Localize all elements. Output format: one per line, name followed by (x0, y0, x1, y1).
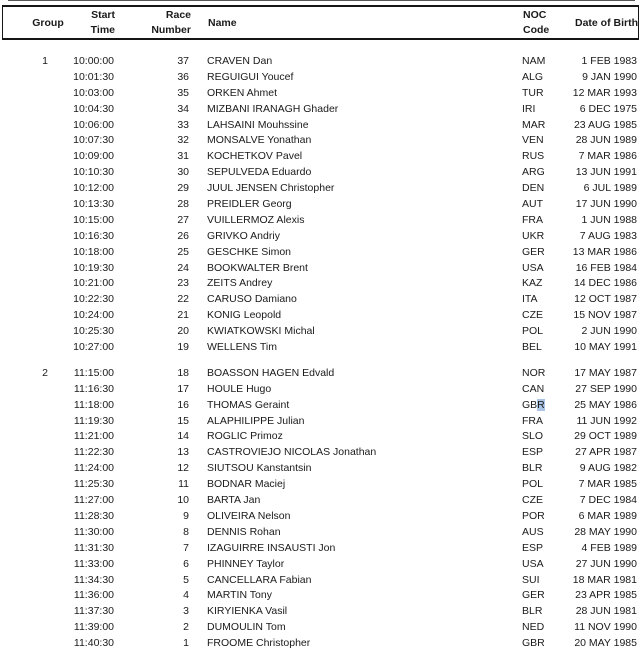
table-row (0, 509, 643, 525)
noc-code-cell: NED (522, 621, 545, 634)
race-number-cell: 21 (177, 309, 189, 322)
rider-name-cell: OLIVEIRA Nelson (207, 509, 291, 522)
noc-code-cell: DEN (522, 182, 545, 195)
race-number-cell: 32 (177, 134, 189, 147)
race-number-cell: 33 (177, 118, 189, 131)
noc-code-cell: GBR (522, 637, 545, 650)
date-of-birth-cell: 7 DEC 1984 (579, 494, 637, 507)
rider-name-cell: ZEITS Andrey (207, 277, 273, 290)
group-number-cell: 2 (42, 366, 48, 379)
rider-name-cell: DUMOULIN Tom (207, 621, 286, 634)
table-row (0, 245, 643, 261)
table-row (0, 557, 643, 573)
rider-name-cell: CRAVEN Dan (207, 55, 273, 67)
start-time-cell: 11:34:30 (73, 573, 114, 586)
column-header-date-of-birth: Date of Birth (575, 16, 638, 29)
race-number-cell: 5 (183, 573, 189, 586)
noc-code-cell: ESP (522, 541, 544, 554)
start-time-cell: 10:03:00 (73, 86, 114, 99)
date-of-birth-cell: 1 FEB 1983 (581, 55, 637, 67)
table-row (0, 181, 643, 197)
rider-name-cell: BARTA Jan (207, 494, 261, 507)
race-number-cell: 31 (177, 150, 189, 163)
noc-code-cell: POR (522, 509, 545, 522)
rider-name-cell: KOCHETKOV Pavel (207, 150, 303, 163)
table-row (0, 382, 643, 398)
start-time-cell: 10:21:00 (73, 277, 114, 290)
noc-code-cell: GER (522, 589, 545, 602)
race-number-cell: 2 (183, 621, 189, 634)
rider-name-cell: KIRYIENKA Vasil (207, 605, 288, 618)
table-row (0, 324, 643, 340)
noc-code-cell: RUS (522, 150, 545, 163)
noc-code-cell: FRA (522, 414, 543, 427)
start-time-cell: 11:18:00 (73, 398, 114, 411)
table-row (0, 541, 643, 557)
start-time-cell: 10:24:00 (73, 309, 114, 322)
noc-code-cell: ARG (522, 166, 545, 179)
table-row (0, 445, 643, 461)
selected-text: R (537, 398, 545, 411)
table-row (0, 461, 643, 477)
start-time-cell: 11:16:30 (73, 382, 114, 395)
rider-name-cell: CANCELLARA Fabian (207, 573, 312, 586)
date-of-birth-cell: 1 JUN 1988 (581, 213, 637, 226)
race-number-cell: 19 (177, 341, 189, 354)
date-of-birth-cell: 25 MAY 1986 (574, 398, 637, 411)
noc-code-cell: UKR (522, 229, 545, 242)
noc-code-cell: CZE (522, 494, 543, 507)
noc-code-cell: ALG (522, 70, 544, 83)
date-of-birth-cell: 27 APR 1987 (575, 446, 637, 459)
table-row (0, 477, 643, 493)
rider-name-cell: VUILLERMOZ Alexis (207, 213, 305, 226)
noc-code-cell: CZE (522, 309, 543, 322)
column-header-group-label: Group (32, 16, 64, 29)
start-time-cell: 10:00:00 (73, 55, 114, 67)
table-row (0, 588, 643, 604)
table-row (0, 429, 643, 445)
noc-code-cell: GER (522, 245, 545, 258)
table-row (0, 102, 643, 118)
date-of-birth-cell: 11 JUN 1992 (576, 414, 637, 427)
race-number-cell: 25 (177, 245, 189, 258)
start-time-cell: 11:25:30 (73, 478, 114, 491)
date-of-birth-cell: 9 AUG 1982 (579, 462, 637, 475)
noc-code-cell: VEN (522, 134, 544, 147)
date-of-birth-cell: 6 DEC 1975 (579, 102, 637, 115)
date-of-birth-cell: 17 JUN 1990 (575, 198, 637, 211)
date-of-birth-cell: 14 DEC 1986 (573, 277, 637, 290)
column-header-noc-code: NOC Code (523, 8, 550, 36)
start-time-cell: 10:25:30 (73, 325, 114, 338)
start-time-cell: 11:28:30 (73, 509, 114, 522)
date-of-birth-cell: 28 MAY 1990 (574, 525, 637, 538)
start-time-cell: 11:30:00 (73, 525, 114, 538)
start-time-cell: 10:06:00 (73, 118, 114, 131)
rider-name-cell: JUUL JENSEN Christopher (207, 182, 335, 195)
start-time-cell: 10:15:00 (73, 213, 114, 226)
race-number-cell: 30 (177, 166, 189, 179)
start-time-cell: 10:07:30 (73, 134, 114, 147)
noc-code-cell: GBR (522, 398, 545, 411)
noc-code-cell: MAR (522, 118, 546, 131)
rider-name-cell: REGUIGUI Youcef (207, 70, 294, 83)
table-row (0, 276, 643, 292)
start-time-cell: 10:01:30 (73, 70, 114, 83)
start-time-cell: 10:19:30 (73, 261, 114, 274)
table-row (0, 340, 643, 356)
noc-code-cell: IRI (522, 102, 536, 115)
date-of-birth-cell: 7 AUG 1983 (579, 229, 637, 242)
rider-name-cell: WELLENS Tim (207, 341, 278, 354)
rider-name-cell: LAHSAINI Mouhssine (207, 118, 309, 131)
table-row (0, 213, 643, 229)
date-of-birth-cell: 28 JUN 1989 (575, 134, 637, 147)
rider-name-cell: BOOKWALTER Brent (207, 261, 308, 274)
noc-code-cell: ITA (522, 293, 538, 306)
noc-code-cell: AUT (522, 198, 543, 211)
noc-code-cell: BLR (522, 605, 543, 618)
noc-code-cell: TUR (522, 86, 544, 99)
start-time-cell: 11:27:00 (73, 494, 114, 507)
table-row (0, 620, 643, 636)
noc-code-cell: BLR (522, 462, 543, 475)
race-number-cell: 3 (183, 605, 189, 618)
race-number-cell: 10 (177, 494, 189, 507)
rider-name-cell: SEPULVEDA Eduardo (207, 166, 312, 179)
date-of-birth-cell: 9 JAN 1990 (582, 70, 637, 83)
start-time-cell: 10:09:00 (73, 150, 114, 163)
race-number-cell: 20 (177, 325, 189, 338)
race-number-cell: 7 (183, 541, 189, 554)
start-time-cell: 11:22:30 (73, 446, 114, 459)
table-row (0, 118, 643, 134)
noc-code-cell: KAZ (522, 277, 543, 290)
rider-name-cell: MARTIN Tony (207, 589, 272, 602)
table-row (0, 86, 643, 102)
date-of-birth-cell: 6 JUL 1989 (583, 182, 637, 195)
table-row (0, 604, 643, 620)
date-of-birth-cell: 12 MAR 1993 (572, 86, 637, 99)
date-of-birth-cell: 7 MAR 1986 (578, 150, 637, 163)
date-of-birth-cell: 23 APR 1985 (575, 589, 637, 602)
table-row (0, 292, 643, 308)
start-time-cell: 11:40:30 (73, 637, 114, 650)
race-number-cell: 9 (183, 509, 189, 522)
start-time-cell: 11:31:30 (73, 541, 114, 554)
table-row (0, 70, 643, 86)
table-row (0, 165, 643, 181)
start-time-cell: 10:12:00 (73, 182, 114, 195)
table-row (0, 493, 643, 509)
rider-name-cell: BODNAR Maciej (207, 478, 286, 491)
start-time-cell: 10:10:30 (73, 166, 114, 179)
table-row (0, 366, 643, 382)
race-number-cell: 17 (177, 382, 189, 395)
race-number-cell: 37 (177, 55, 189, 67)
race-number-cell: 8 (183, 525, 189, 538)
group-number-cell: 1 (42, 55, 48, 67)
rider-name-cell: KWIATKOWSKI Michal (207, 325, 315, 338)
column-header-name: Name (208, 16, 237, 29)
race-number-cell: 35 (177, 86, 189, 99)
start-time-cell: 11:21:00 (73, 430, 114, 443)
noc-code-cell: SUI (522, 573, 540, 586)
noc-code-cell: USA (522, 557, 544, 570)
date-of-birth-cell: 29 OCT 1989 (574, 430, 637, 443)
rider-name-cell: CASTROVIEJO NICOLAS Jonathan (207, 446, 377, 459)
date-of-birth-cell: 13 JUN 1991 (575, 166, 637, 179)
rider-name-cell: MONSALVE Yonathan (207, 134, 312, 147)
rider-name-cell: PREIDLER Georg (207, 198, 292, 211)
start-time-cell: 10:27:00 (73, 341, 114, 354)
race-number-cell: 14 (177, 430, 189, 443)
column-header-start-time: Start Time (90, 8, 115, 36)
noc-code-cell: SLO (522, 430, 544, 443)
start-time-cell: 10:16:30 (73, 229, 114, 242)
rider-name-cell: GRIVKO Andriy (207, 229, 280, 242)
start-time-cell: 11:33:00 (73, 557, 114, 570)
rider-name-cell: ALAPHILIPPE Julian (207, 414, 305, 427)
group-separator (0, 356, 643, 366)
date-of-birth-cell: 7 MAR 1985 (578, 478, 637, 491)
race-number-cell: 27 (177, 213, 189, 226)
race-number-cell: 28 (177, 198, 189, 211)
race-number-cell: 36 (177, 70, 189, 83)
race-number-cell: 1 (183, 637, 189, 650)
start-time-cell: 11:37:30 (73, 605, 114, 618)
table-row (0, 149, 643, 165)
page-top-rule (8, 0, 635, 1)
date-of-birth-cell: 27 JUN 1990 (575, 557, 637, 570)
table-row (0, 308, 643, 324)
start-time-cell: 11:15:00 (73, 366, 114, 379)
rider-name-cell: GESCHKE Simon (207, 245, 292, 258)
noc-code-cell: USA (522, 261, 544, 274)
noc-code-cell: POL (522, 478, 544, 491)
rider-name-cell: HOULE Hugo (207, 382, 272, 395)
noc-code-cell: ESP (522, 446, 544, 459)
rider-name-cell: THOMAS Geraint (207, 398, 290, 411)
noc-code-cell: NAM (522, 55, 546, 67)
race-number-cell: 22 (177, 293, 189, 306)
rider-name-cell: PHINNEY Taylor (207, 557, 285, 570)
rider-name-cell: DENNIS Rohan (207, 525, 281, 538)
start-time-cell: 10:22:30 (73, 293, 114, 306)
rider-name-cell: BOASSON HAGEN Edvald (207, 366, 335, 379)
date-of-birth-cell: 2 JUN 1990 (581, 325, 637, 338)
race-number-cell: 29 (177, 182, 189, 195)
table-row (0, 398, 643, 414)
table-row (0, 133, 643, 149)
date-of-birth-cell: 17 MAY 1987 (574, 366, 637, 379)
date-of-birth-cell: 13 MAR 1986 (572, 245, 637, 258)
start-time-cell: 11:36:00 (73, 589, 114, 602)
table-row (0, 636, 643, 652)
noc-code-cell: NOR (522, 366, 546, 379)
table-row (0, 414, 643, 430)
start-time-cell: 10:04:30 (73, 102, 114, 115)
noc-code-cell: AUS (522, 525, 544, 538)
date-of-birth-cell: 16 FEB 1984 (575, 261, 637, 274)
race-number-cell: 4 (183, 589, 189, 602)
date-of-birth-cell: 15 NOV 1987 (573, 309, 637, 322)
rider-name-cell: CARUSO Damiano (207, 293, 297, 306)
rider-name-cell: SIUTSOU Kanstantsin (207, 462, 312, 475)
noc-code-cell: BEL (522, 341, 542, 354)
race-number-cell: 34 (177, 102, 189, 115)
race-number-cell: 16 (177, 398, 189, 411)
race-number-cell: 15 (177, 414, 189, 427)
race-number-cell: 12 (177, 462, 189, 475)
race-number-cell: 26 (177, 229, 189, 242)
start-time-cell: 11:39:00 (73, 621, 114, 634)
date-of-birth-cell: 18 MAR 1981 (572, 573, 637, 586)
date-of-birth-cell: 27 SEP 1990 (575, 382, 637, 395)
race-number-cell: 11 (178, 478, 189, 491)
race-number-cell: 23 (177, 277, 189, 290)
date-of-birth-cell: 11 NOV 1990 (574, 621, 637, 634)
race-number-cell: 18 (177, 366, 189, 379)
date-of-birth-cell: 4 FEB 1989 (581, 541, 637, 554)
start-time-cell: 11:19:30 (73, 414, 114, 427)
noc-code-cell: CAN (522, 382, 545, 395)
start-time-cell: 11:24:00 (73, 462, 114, 475)
start-list-rows (0, 54, 643, 652)
table-row (0, 229, 643, 245)
date-of-birth-cell: 10 MAY 1991 (574, 341, 637, 354)
table-row (0, 54, 643, 70)
rider-name-cell: ORKEN Ahmet (207, 86, 278, 99)
table-header (2, 5, 639, 40)
race-number-cell: 24 (177, 261, 189, 274)
column-header-race-number: Race Number (151, 8, 191, 36)
noc-code-cell: FRA (522, 213, 543, 226)
rider-name-cell: MIZBANI IRANAGH Ghader (207, 102, 339, 115)
rider-name-cell: FROOME Christopher (207, 637, 311, 650)
noc-code-cell: POL (522, 325, 544, 338)
table-row (0, 525, 643, 541)
start-time-cell: 10:18:00 (73, 245, 114, 258)
date-of-birth-cell: 6 MAR 1989 (578, 509, 637, 522)
date-of-birth-cell: 12 OCT 1987 (574, 293, 637, 306)
date-of-birth-cell: 20 MAY 1985 (574, 637, 637, 650)
rider-name-cell: KONIG Leopold (207, 309, 282, 322)
rider-name-cell: IZAGUIRRE INSAUSTI Jon (207, 541, 336, 554)
race-number-cell: 13 (177, 446, 189, 459)
table-row (0, 197, 643, 213)
date-of-birth-cell: 28 JUN 1981 (575, 605, 637, 618)
date-of-birth-cell: 23 AUG 1985 (573, 118, 637, 131)
table-row (0, 573, 643, 589)
start-time-cell: 10:13:30 (73, 198, 114, 211)
race-number-cell: 6 (183, 557, 189, 570)
table-row (0, 261, 643, 277)
rider-name-cell: ROGLIC Primoz (207, 430, 283, 443)
